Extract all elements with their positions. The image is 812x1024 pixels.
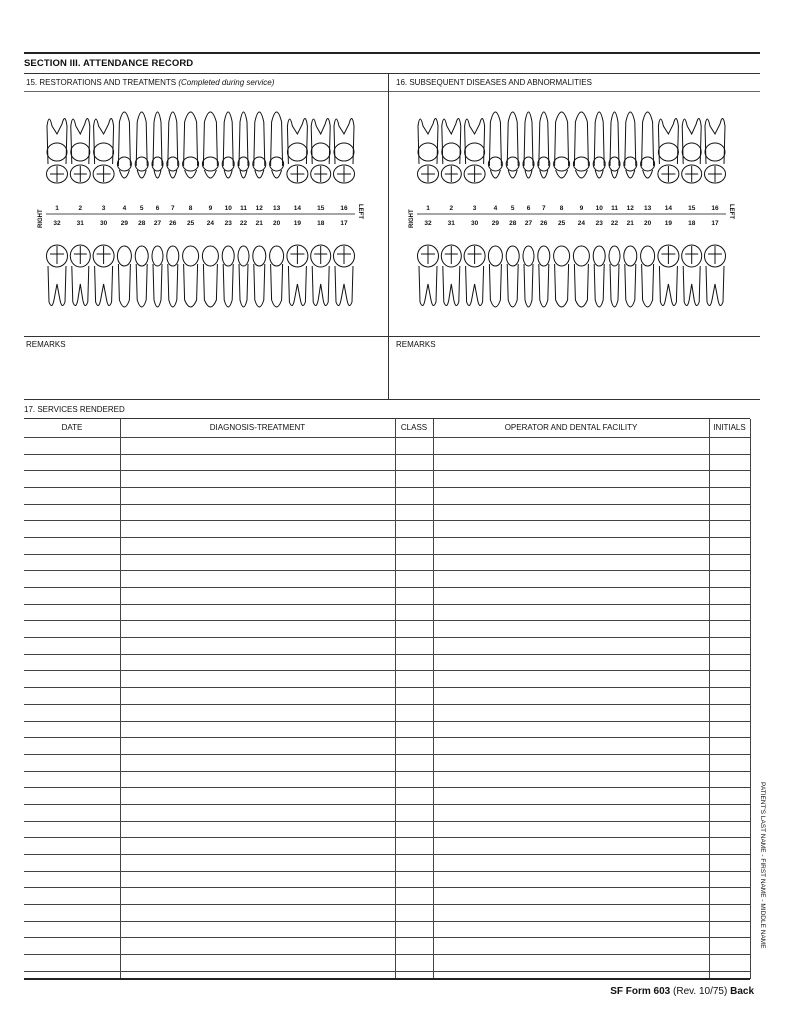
dental-chart-diseases[interactable] — [405, 104, 735, 316]
tooth-upper[interactable] — [183, 112, 199, 178]
tooth-number-upper: 15 — [688, 205, 696, 212]
tooth-number-lower: 19 — [293, 220, 302, 227]
tooth-lower[interactable] — [609, 246, 620, 307]
table-row-line — [24, 937, 750, 938]
tooth-number-upper: 14 — [664, 205, 673, 212]
tooth-number-upper: 4 — [122, 205, 127, 212]
tooth-number-upper: 4 — [493, 205, 498, 212]
tooth-number-lower: 18 — [317, 220, 325, 227]
tooth-number-lower: 21 — [255, 220, 263, 227]
tooth-lower[interactable] — [464, 245, 485, 306]
tooth-upper[interactable] — [93, 118, 114, 183]
tooth-upper[interactable] — [538, 112, 550, 178]
tooth-number-upper: 14 — [293, 205, 302, 212]
tooth-upper[interactable] — [117, 112, 131, 178]
tooth-number-lower: 23 — [595, 220, 603, 227]
box-header-divider — [24, 91, 760, 92]
form-revision: (Rev. 10/75) — [673, 986, 728, 997]
tooth-lower[interactable] — [506, 246, 519, 307]
tooth-lower[interactable] — [554, 246, 570, 307]
table-row-line — [24, 854, 750, 855]
tooth-number-lower: 31 — [76, 220, 84, 227]
tooth-number-lower: 29 — [120, 220, 129, 227]
tooth-number-lower: 28 — [138, 220, 146, 227]
tooth-number-lower: 31 — [447, 220, 455, 227]
table-row-line — [24, 737, 750, 738]
table-row-line — [24, 637, 750, 638]
tooth-lower[interactable] — [624, 246, 637, 307]
tooth-upper[interactable] — [70, 118, 90, 183]
table-row-line — [24, 821, 750, 822]
tooth-lower[interactable] — [488, 246, 502, 307]
tooth-number-upper: 9 — [208, 205, 213, 212]
tooth-upper[interactable] — [682, 118, 702, 183]
table-row-line — [24, 754, 750, 755]
tooth-upper[interactable] — [506, 112, 519, 178]
chart-left-label: LEFT — [357, 204, 363, 219]
tooth-number-upper: 16 — [711, 205, 719, 212]
tooth-lower[interactable] — [418, 245, 439, 306]
col-header-diagnosis: DIAGNOSIS-TREATMENT — [209, 423, 306, 432]
tooth-number-upper: 10 — [224, 205, 232, 212]
table-row-line — [24, 954, 750, 955]
table-row-line — [24, 654, 750, 655]
tooth-lower[interactable] — [287, 245, 308, 306]
tooth-lower[interactable] — [70, 245, 90, 306]
tooth-upper[interactable] — [334, 118, 355, 183]
tooth-lower[interactable] — [135, 246, 148, 307]
tooth-upper[interactable] — [222, 112, 234, 178]
top-rule — [24, 52, 760, 54]
patient-name-side-label — [754, 782, 768, 978]
remarks-label-right: REMARKS — [396, 340, 436, 349]
table-row-line — [24, 554, 750, 555]
tooth-upper[interactable] — [135, 112, 148, 178]
tooth-upper[interactable] — [573, 112, 589, 178]
tooth-lower[interactable] — [538, 246, 550, 307]
tooth-upper[interactable] — [253, 112, 266, 178]
tooth-upper[interactable] — [167, 112, 179, 178]
tooth-lower[interactable] — [202, 246, 218, 307]
tooth-lower[interactable] — [270, 246, 284, 307]
section-title: SECTION III. ATTENDANCE RECORD — [24, 58, 194, 69]
tooth-lower[interactable] — [253, 246, 266, 307]
tooth-number-upper: 16 — [340, 205, 348, 212]
tooth-lower[interactable] — [658, 245, 679, 306]
tooth-number-lower: 20 — [643, 220, 652, 227]
tooth-lower[interactable] — [152, 246, 163, 307]
remarks-label-left: REMARKS — [26, 340, 66, 349]
table-row-line — [24, 620, 750, 621]
tooth-upper[interactable] — [658, 118, 679, 183]
tooth-number-upper: 9 — [579, 205, 584, 212]
tooth-upper[interactable] — [418, 118, 439, 183]
tooth-number-lower: 17 — [340, 220, 348, 227]
tooth-number-upper: 6 — [155, 205, 160, 212]
tooth-number-upper: 13 — [643, 205, 652, 212]
tooth-upper[interactable] — [488, 112, 502, 178]
tooth-upper[interactable] — [464, 118, 485, 183]
tooth-lower[interactable] — [573, 246, 589, 307]
tooth-upper[interactable] — [624, 112, 637, 178]
table-row-line — [24, 504, 750, 505]
remarks-divider — [24, 336, 760, 337]
tooth-number-upper: 1 — [55, 205, 59, 212]
table-row-line — [24, 904, 750, 905]
tooth-lower[interactable] — [238, 246, 249, 307]
tooth-upper[interactable] — [47, 118, 68, 183]
tooth-number-upper: 5 — [510, 205, 515, 212]
table-row-line — [24, 804, 750, 805]
tooth-number-lower: 17 — [711, 220, 719, 227]
services-title: 17. SERVICES RENDERED — [24, 405, 125, 414]
tooth-upper[interactable] — [641, 112, 655, 178]
col-header-class: CLASS — [400, 423, 428, 432]
tooth-number-upper: 8 — [188, 205, 193, 212]
table-row-line — [24, 921, 750, 922]
table-row-line — [24, 487, 750, 488]
tooth-upper[interactable] — [202, 112, 218, 178]
tooth-number-lower: 26 — [169, 220, 177, 227]
tooth-number-upper: 12 — [626, 205, 634, 212]
chart-left-label: LEFT — [728, 204, 734, 219]
tooth-number-lower: 27 — [524, 220, 533, 227]
tooth-number-upper: 12 — [255, 205, 263, 212]
table-row-line — [24, 771, 750, 772]
chart-right-label: RIGHT — [409, 209, 415, 228]
col-header-operator: OPERATOR AND DENTAL FACILITY — [504, 423, 638, 432]
tooth-number-lower: 25 — [186, 220, 195, 227]
tooth-number-lower: 30 — [470, 220, 479, 227]
tooth-number-upper: 1 — [426, 205, 430, 212]
table-row-line — [24, 587, 750, 588]
tooth-upper[interactable] — [705, 118, 726, 183]
tooth-upper[interactable] — [441, 118, 461, 183]
tooth-lower[interactable] — [47, 245, 68, 306]
tooth-number-upper: 8 — [559, 205, 564, 212]
tooth-upper[interactable] — [311, 118, 331, 183]
table-row-line — [24, 837, 750, 838]
tooth-number-upper: 11 — [611, 205, 618, 212]
tooth-lower[interactable] — [523, 246, 534, 307]
tooth-number-lower: 28 — [509, 220, 517, 227]
table-row-line — [24, 520, 750, 521]
tooth-lower[interactable] — [705, 245, 726, 306]
table-row-line — [24, 470, 750, 471]
tooth-number-lower: 25 — [557, 220, 566, 227]
section-divider — [24, 73, 760, 74]
tooth-number-lower: 19 — [664, 220, 673, 227]
box-15-note: (Completed during service) — [178, 78, 275, 87]
table-row-line — [24, 604, 750, 605]
tooth-number-lower: 21 — [626, 220, 634, 227]
tooth-upper[interactable] — [609, 112, 620, 178]
tooth-number-upper: 11 — [240, 205, 247, 212]
tooth-lower[interactable] — [682, 245, 702, 306]
tooth-number-upper: 5 — [139, 205, 144, 212]
table-row-line — [24, 971, 750, 972]
table-row-line — [24, 670, 750, 671]
tooth-lower[interactable] — [593, 246, 605, 307]
tooth-upper[interactable] — [270, 112, 284, 178]
tooth-number-lower: 22 — [610, 220, 619, 227]
tooth-number-upper: 7 — [170, 205, 175, 212]
table-row-line — [24, 687, 750, 688]
chart-right-label: RIGHT — [38, 209, 44, 228]
form-number: SF Form 603 — [610, 986, 671, 997]
tooth-upper[interactable] — [593, 112, 605, 178]
chart-column-divider — [388, 73, 389, 399]
table-row-line — [24, 787, 750, 788]
tooth-upper[interactable] — [287, 118, 308, 183]
tooth-number-upper: 3 — [472, 205, 477, 212]
tooth-upper[interactable] — [554, 112, 570, 178]
tooth-number-upper: 2 — [78, 205, 83, 212]
col-header-initials: INITIALS — [713, 423, 746, 432]
tooth-number-upper: 2 — [449, 205, 454, 212]
tooth-number-upper: 10 — [595, 205, 603, 212]
tooth-number-lower: 23 — [224, 220, 232, 227]
tooth-number-upper: 15 — [317, 205, 325, 212]
tooth-lower[interactable] — [222, 246, 234, 307]
tooth-number-lower: 30 — [99, 220, 108, 227]
tooth-upper[interactable] — [152, 112, 163, 178]
tooth-lower[interactable] — [183, 246, 199, 307]
tooth-number-lower: 26 — [540, 220, 548, 227]
tooth-number-lower: 32 — [53, 220, 61, 227]
tooth-lower[interactable] — [311, 245, 331, 306]
table-row-line — [24, 704, 750, 705]
tooth-number-upper: 13 — [272, 205, 281, 212]
tooth-number-lower: 32 — [424, 220, 432, 227]
tooth-number-upper: 6 — [526, 205, 531, 212]
table-row-line — [24, 537, 750, 538]
tooth-lower[interactable] — [334, 245, 355, 306]
tooth-upper[interactable] — [523, 112, 534, 178]
form-side: Back — [730, 986, 754, 997]
table-row-line — [24, 570, 750, 571]
tooth-number-lower: 24 — [206, 220, 215, 227]
table-row-line — [24, 437, 750, 438]
col-header-date: DATE — [61, 423, 83, 432]
tooth-number-upper: 7 — [541, 205, 546, 212]
services-table[interactable] — [24, 418, 750, 979]
tooth-number-lower: 18 — [688, 220, 696, 227]
tooth-lower[interactable] — [167, 246, 179, 307]
table-row-line — [24, 721, 750, 722]
form-footer — [610, 986, 754, 997]
table-row-line — [24, 871, 750, 872]
services-top-rule — [24, 399, 760, 400]
tooth-upper[interactable] — [238, 112, 249, 178]
box-15-label — [26, 78, 274, 87]
tooth-lower[interactable] — [641, 246, 655, 307]
table-row-line — [24, 887, 750, 888]
tooth-number-upper: 3 — [101, 205, 106, 212]
box-16-label: 16. SUBSEQUENT DISEASES AND ABNORMALITIES — [396, 78, 592, 87]
patient-name-side-text: PATIENT'S LAST NAME - FIRST NAME - MIDDLE NAME — [759, 782, 766, 949]
dental-chart-restorations[interactable] — [34, 104, 364, 316]
tooth-lower[interactable] — [93, 245, 114, 306]
tooth-number-lower: 27 — [153, 220, 162, 227]
tooth-number-lower: 20 — [272, 220, 281, 227]
tooth-lower[interactable] — [117, 246, 131, 307]
tooth-number-lower: 29 — [491, 220, 500, 227]
box-15-title: 15. RESTORATIONS AND TREATMENTS — [26, 78, 177, 87]
tooth-number-lower: 22 — [239, 220, 248, 227]
tooth-lower[interactable] — [441, 245, 461, 306]
table-row-line — [24, 454, 750, 455]
tooth-number-lower: 24 — [577, 220, 586, 227]
col-divider — [750, 419, 751, 979]
table-bottom-rule — [24, 978, 750, 980]
